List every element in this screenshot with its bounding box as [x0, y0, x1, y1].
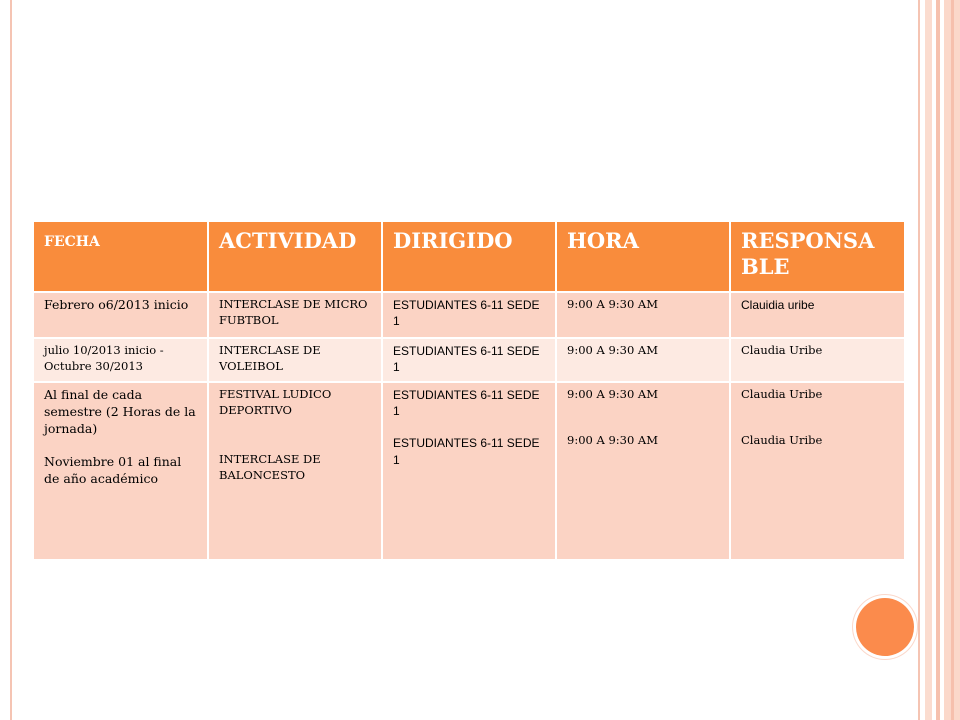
cell-actividad: [208, 382, 382, 560]
slide-border-right: [918, 0, 920, 720]
cell-fecha: Febrero o6/2013 inicio: [34, 292, 208, 338]
activity-schedule-table: [34, 222, 904, 561]
cell-responsable-b: Claudia Uribe: [741, 432, 823, 447]
cell-dirigido-b: ESTUDIANTES 6-11 SEDE 1: [393, 436, 540, 467]
cell-dirigido: ESTUDIANTES 6-11 SEDE 1: [382, 338, 556, 382]
slide-border-left: [10, 0, 12, 720]
slide-border-right-line: [936, 0, 940, 720]
table-header-row: [34, 222, 904, 292]
table-row: [34, 382, 904, 560]
cell-dirigido: ESTUDIANTES 6-11 SEDE 1: [382, 292, 556, 338]
cell-responsable: Claudia Uribe: [730, 338, 904, 382]
slide-border-right-edge-line: [951, 0, 954, 720]
cell-hora-a: 9:00 A 9:30 AM: [567, 387, 659, 401]
cell-hora: 9:00 A 9:30 AM: [556, 292, 730, 338]
table-row: [34, 338, 904, 382]
cell-hora: 9:00 A 9:30 AM: [556, 338, 730, 382]
slide-border-right-band: [925, 0, 932, 720]
cell-actividad-a: FESTIVAL LUDICO DEPORTIVO: [219, 387, 332, 417]
decorative-circle: [856, 598, 914, 656]
cell-fecha-a: Al final de cada semestre (2 Horas de la jornada): [44, 387, 196, 436]
header-dirigido: DIRIGIDO: [382, 222, 556, 292]
header-fecha: FECHA: [34, 222, 208, 292]
cell-dirigido-a: ESTUDIANTES 6-11 SEDE 1: [393, 388, 540, 419]
table-row: [34, 292, 904, 338]
cell-responsable: Clauidia uribe: [730, 292, 904, 338]
cell-actividad-b: INTERCLASE DE BALONCESTO: [219, 452, 321, 482]
cell-responsable-a: Claudia Uribe: [741, 387, 823, 401]
cell-hora-b: 9:00 A 9:30 AM: [567, 432, 659, 447]
cell-fecha: julio 10/2013 inicio - Octubre 30/2013: [34, 338, 208, 382]
cell-actividad: INTERCLASE DE VOLEIBOL: [208, 338, 382, 382]
cell-responsable: [730, 382, 904, 560]
header-responsable: RESPONSA BLE: [730, 222, 904, 292]
header-hora: HORA: [556, 222, 730, 292]
cell-fecha: [34, 382, 208, 560]
cell-fecha-b: Noviembre 01 al final de año académico: [44, 453, 182, 486]
header-actividad: ACTIVIDAD: [208, 222, 382, 292]
cell-hora: [556, 382, 730, 560]
cell-dirigido: [382, 382, 556, 560]
cell-actividad: INTERCLASE DE MICRO FUBTBOL: [208, 292, 382, 338]
